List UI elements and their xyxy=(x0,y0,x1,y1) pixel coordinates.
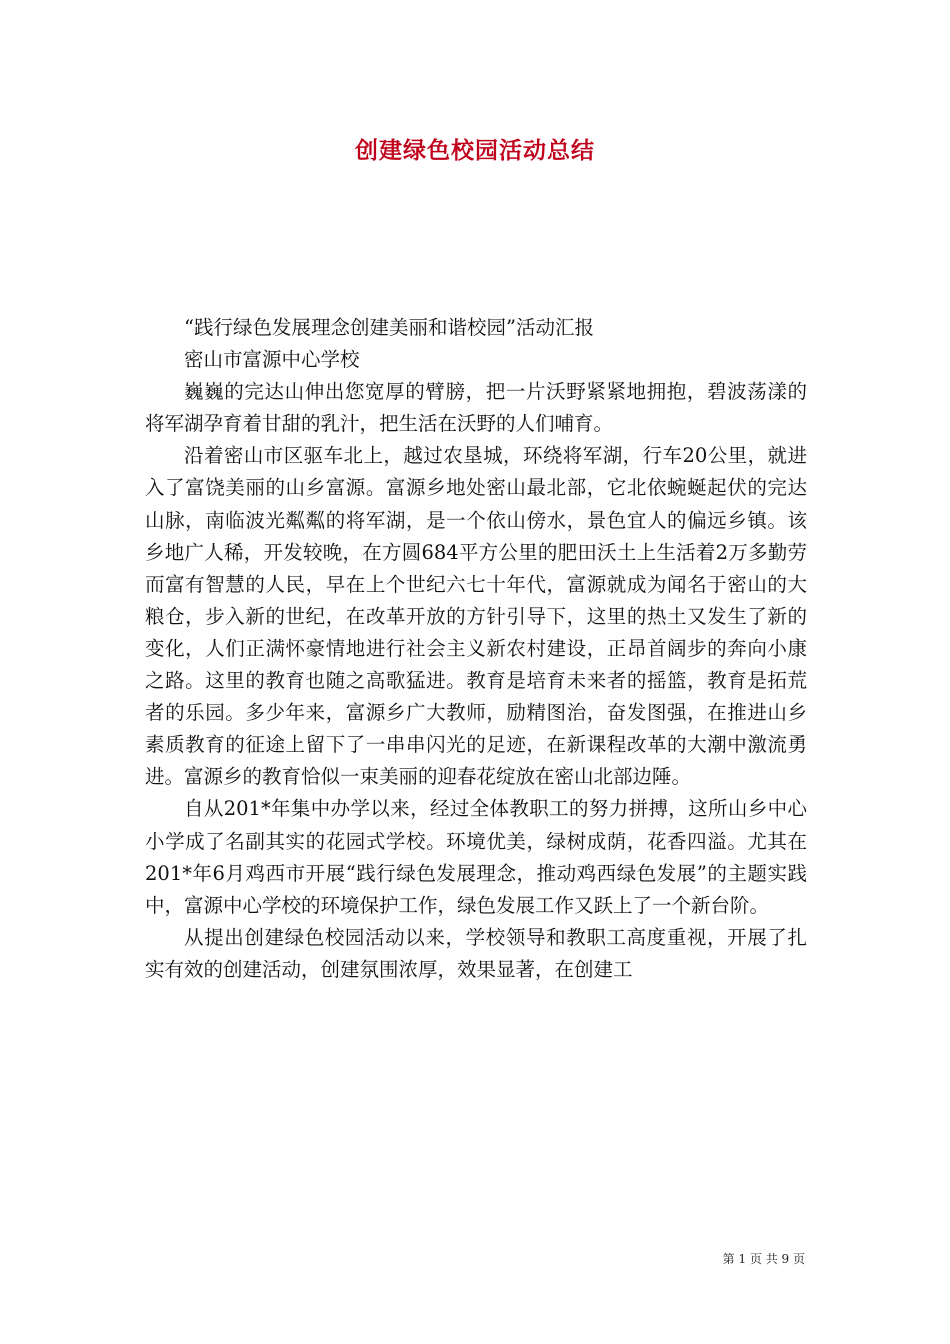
paragraph-school-name: 密山市富源中心学校 xyxy=(184,348,360,372)
paragraph-report-heading: “践行绿色发展理念创建美丽和谐校园”活动汇报 xyxy=(184,316,594,339)
paragraph: 沿着密山市区驱车北上，越过农垦城，环绕将军湖，行车20公里，就进入了富饶美丽的山乡富源。富源乡地处密山最北部，它北依蜿蜒起伏的完达山脉，南临波光粼粼的将军湖，是一个依山傍水，景色宜人的偏远乡镇。该乡地广人稀，开发较晚，在方圆684平方公里的肥田沃土上生活着2万多勤劳而富有智慧的人民，早在上个世纪六七十年代，富源就成为闻名于密山的大粮仓，步入新的世纪，在改革开放的方针引导下，这里的热土又发生了新的变化，人们正满怀豪情地进行社会主义新农村建设，正昂首阔步的奔向小康之路。这里的教育也随之高歌猛进。教育是培育未来者的摇篮，教育是拓荒者的乐园。多少年来，富源乡广大教师，励精图治，奋发图强，在推进山乡素质教育的征途上留下了一串串闪光的足迹，在新课程改革的大潮中激流勇进。富源乡的教育恰似一束美丽的迎春花绽放在密山北部边陲。 xyxy=(145,444,807,789)
page-number-footer: 第 1 页 共 9 页 xyxy=(722,1252,805,1266)
paragraph: 巍巍的完达山伸出您宽厚的臂膀，把一片沃野紧紧地拥抱，碧波荡漾的将军湖孕育着甘甜的乳汁，把生活在沃野的人们哺育。 xyxy=(145,380,807,436)
paragraph: 从提出创建绿色校园活动以来，学校领导和教职工高度重视，开展了扎实有效的创建活动，创建氛围浓厚，效果显著，在创建工 xyxy=(145,925,807,981)
page-title: 创建绿色校园活动总结 xyxy=(355,138,595,164)
document-body xyxy=(145,312,807,986)
paragraph: 自从201*年集中办学以来，经过全体教职工的努力拼搏，这所山乡中心小学成了名副其实的花园式学校。环境优美，绿树成荫，花香四溢。尤其在201*年6月鸡西市开展“践行绿色发展理念，推动鸡西绿色发展”的主题实践中，富源中心学校的环境保护工作，绿色发展工作又跃上了一个新台阶。 xyxy=(145,797,807,917)
